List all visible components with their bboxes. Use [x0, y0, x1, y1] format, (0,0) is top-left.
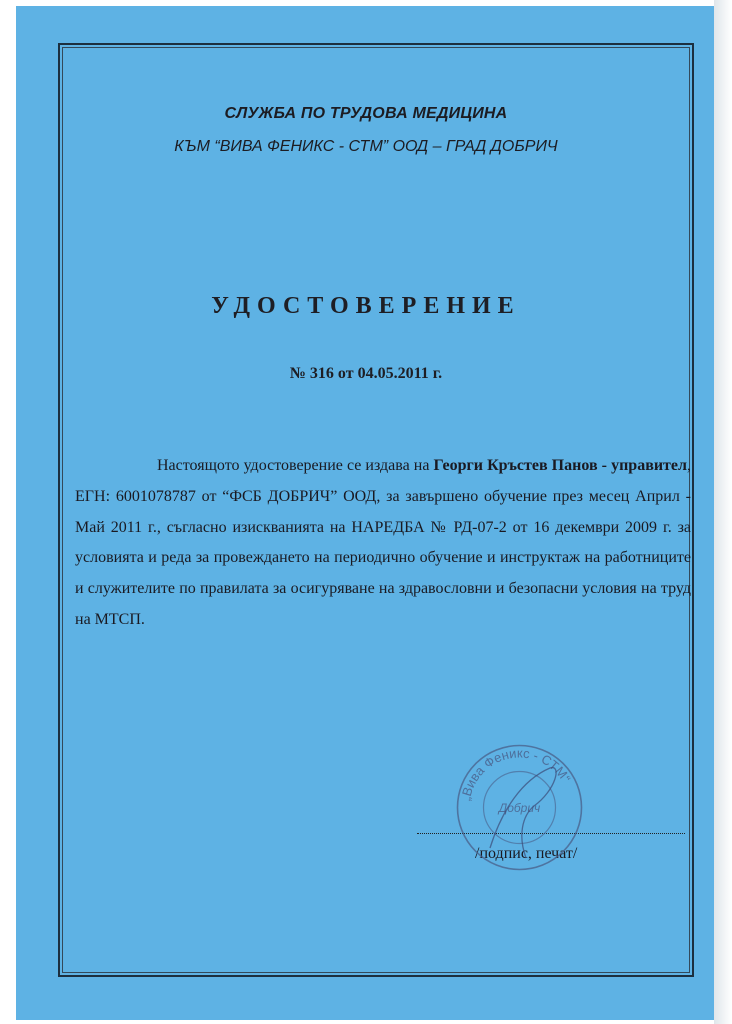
recipient-name: Георги Кръстев Панов - управител — [433, 457, 687, 474]
certificate-body — [75, 451, 691, 636]
stamp-center-text: Добрич — [498, 801, 541, 815]
organization-subtitle: КЪМ “ВИВА ФЕНИКС - СТМ” ООД – ГРАД ДОБРИЧ — [174, 138, 558, 155]
document-title: УДОСТОВЕРЕНИЕ — [211, 293, 521, 319]
body-rest: , ЕГН: 6001078787 от “ФСБ ДОБРИЧ” ООД, за завършено обучение през месец Април - Май 2011 г., съгласно изискванията на НАРЕДБА № РД-07-2 от 16 декември 2009 г. за условията и реда за провеждането на периодично обучение и инструктаж на работниците и служителите по правилата за осигуряване на здравословни и безопасни условия на труд на МТСП. — [75, 457, 691, 628]
document-number: № 316 от 04.05.2011 г. — [289, 365, 443, 382]
stamp-ring-text: „Вива Феникс - СТМ“ — [458, 745, 574, 802]
company-stamp — [452, 740, 587, 875]
body-intro: Настоящото удостоверение се издава на — [157, 457, 434, 474]
signature-label: /подпис, печат/ — [475, 845, 578, 862]
organization-name: СЛУЖБА ПО ТРУДОВА МЕДИЦИНА — [224, 105, 508, 122]
